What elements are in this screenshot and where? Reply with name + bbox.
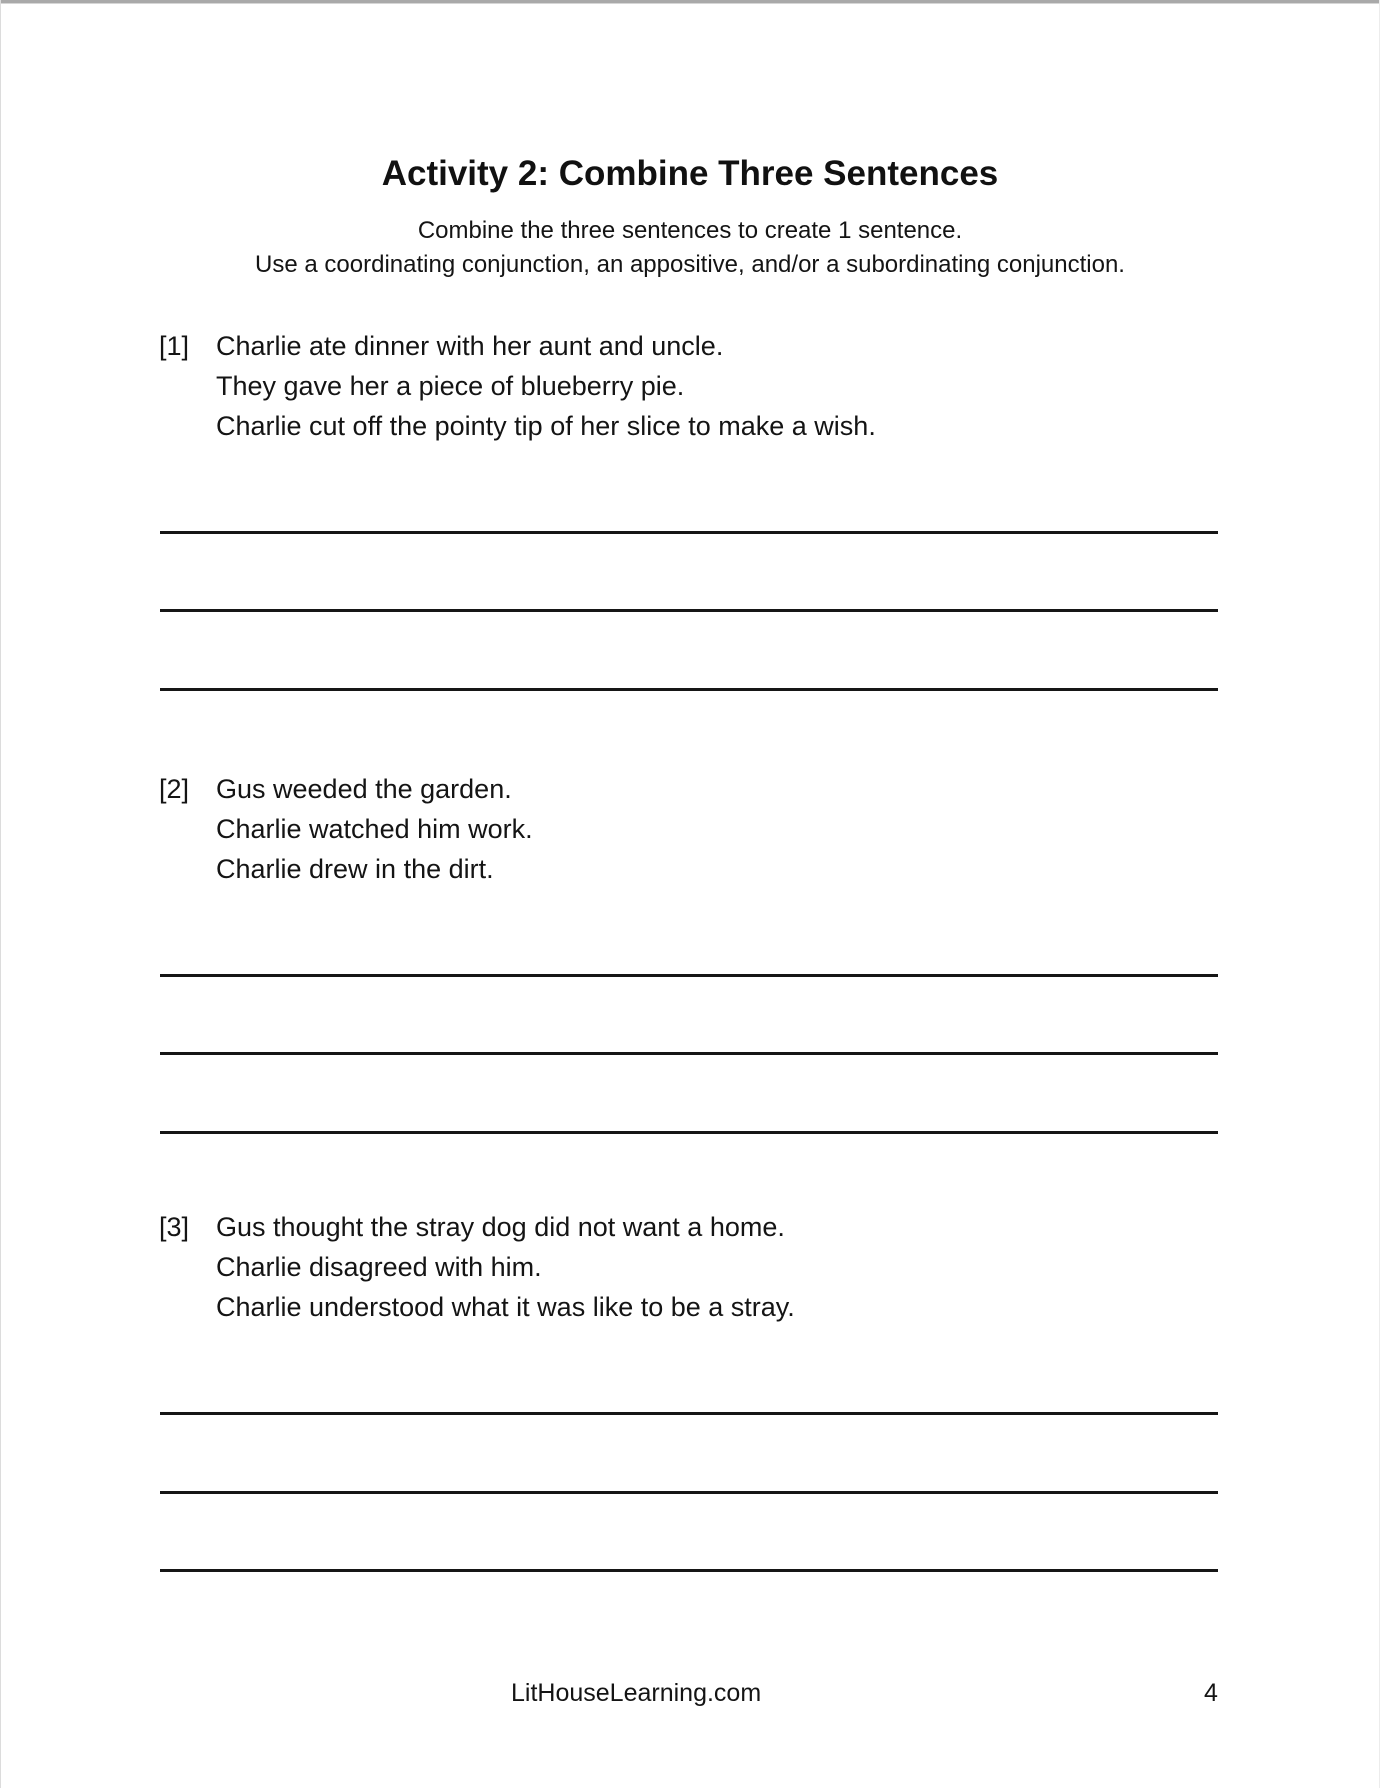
sentence: Charlie drew in the dirt. xyxy=(216,854,494,884)
item-number: [1] xyxy=(159,331,190,361)
item-number: [2] xyxy=(159,774,190,804)
exercise-item-2 xyxy=(159,769,1229,889)
item-sentences xyxy=(216,1207,1229,1327)
sentence: Gus thought the stray dog did not want a home. xyxy=(216,1212,785,1242)
sentence: Gus weeded the garden. xyxy=(216,774,512,804)
footer-website: LitHouseLearning.com xyxy=(511,1679,762,1707)
answer-line xyxy=(160,974,1218,977)
answer-line xyxy=(160,1412,1218,1415)
answer-line xyxy=(160,1491,1218,1494)
exercise-item-1 xyxy=(159,326,1229,446)
exercise-item-3 xyxy=(159,1207,1229,1327)
sentence: Charlie watched him work. xyxy=(216,814,533,844)
sentence: Charlie cut off the pointy tip of her slice to make a wish. xyxy=(216,411,876,441)
answer-line xyxy=(160,1569,1218,1572)
item-sentences xyxy=(216,769,1229,889)
answer-line xyxy=(160,1131,1218,1134)
instructions-line-1: Combine the three sentences to create 1 sentence. xyxy=(417,217,963,244)
answer-line xyxy=(160,688,1218,691)
answer-line xyxy=(160,1052,1218,1055)
instructions-line-2: Use a coordinating conjunction, an appositive, and/or a subordinating conjunction. xyxy=(255,251,1125,278)
sentence: Charlie ate dinner with her aunt and uncle. xyxy=(216,331,724,361)
page-title: Activity 2: Combine Three Sentences xyxy=(381,154,999,193)
answer-line xyxy=(160,609,1218,612)
answer-line xyxy=(160,531,1218,534)
footer-page-number: 4 xyxy=(1204,1679,1218,1707)
sentence: Charlie disagreed with him. xyxy=(216,1252,542,1282)
sentence: Charlie understood what it was like to be a stray. xyxy=(216,1292,795,1322)
item-number: [3] xyxy=(159,1212,190,1242)
sentence: They gave her a piece of blueberry pie. xyxy=(216,371,685,401)
page-top-edge xyxy=(1,0,1379,4)
item-sentences xyxy=(216,326,1229,446)
